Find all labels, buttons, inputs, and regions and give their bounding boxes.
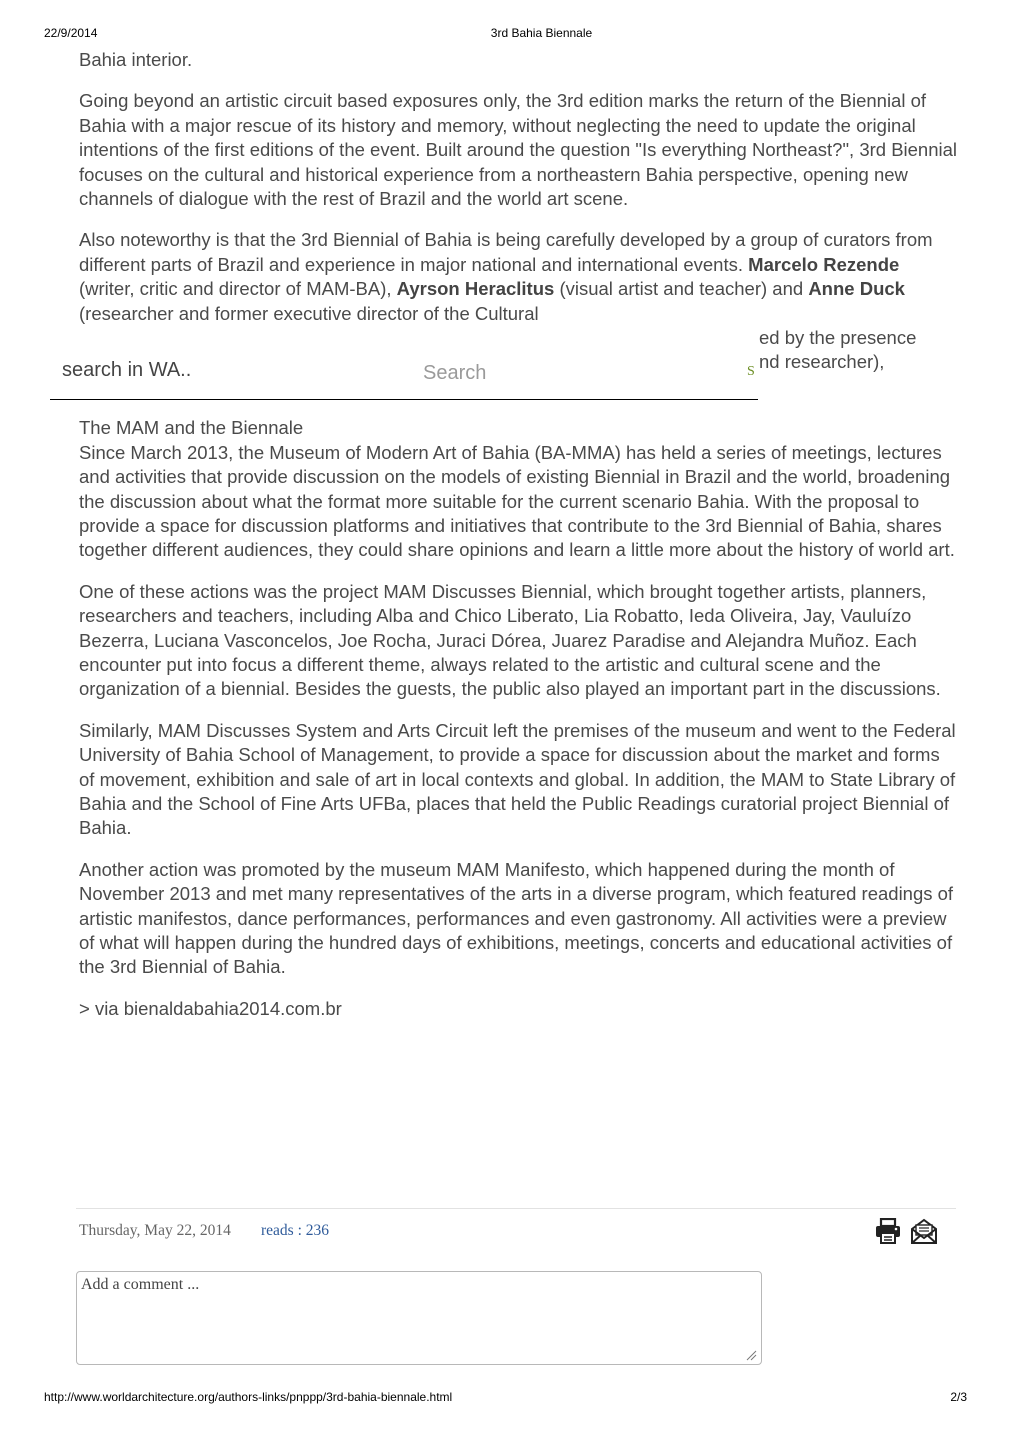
curator-name-2: Ayrson Heraclitus (396, 278, 555, 300)
curators-text-3: (visual artist and teacher) and (554, 278, 809, 300)
section-heading: The MAM and the Biennale (79, 417, 304, 439)
search-input[interactable] (420, 359, 743, 387)
printer-icon[interactable] (875, 1218, 901, 1244)
curators-text-6: nd researcher), (759, 351, 885, 373)
paragraph-mam (79, 416, 959, 562)
source-link[interactable]: > via bienaldabahia2014.com.br (79, 997, 342, 1019)
paragraph-manifesto: Another action was promoted by the museum MAM Manifesto, which happened during the month of November 2013 and met many representatives of the arts in a diverse program, which featured readings of artistic manifestos, dance performances, performances and even gastronomy. All activities were a preview of what will happen during the hundred days of exhibitions, meetings, concerts and educational activities of the 3rd Biennial of Bahia. (79, 858, 954, 978)
paragraph-mam-text: Since March 2013, the Museum of Modern Art of Bahia (BA-MMA) has held a series of meetings, lectures and activities that provide discussion on the models of existing Biennial in Brazil and the world, broadening the discussion about what the format more suitable for the current scenario Bahia. With the proposal to provide a space for discussion platforms and initiatives that contribute to the 3rd Biennial of Bahia, shares together different audiences, they could share opinions and learn a little more about the history of world art. (79, 441, 955, 561)
paragraph-intro-end: Bahia interior. (79, 49, 193, 70)
search-label: search in WA.. (62, 359, 192, 381)
print-footer (0, 1390, 1011, 1404)
curator-name-1: Marcelo Rezende (748, 253, 900, 275)
print-date: 22/9/2014 (44, 26, 98, 40)
email-icon[interactable] (911, 1218, 937, 1244)
curator-name-3: Anne Duck (808, 278, 905, 300)
curators-text-1: Also noteworthy is that the 3rd Biennial of Bahia is being carefully developed by a group of curators from different parts of Brazil and experience in major national and international events. (79, 229, 933, 275)
paragraph-discusses: One of these actions was the project MAM Discusses Biennial, which brought together artists, planners, researchers and teachers, including Alba and Chico Liberato, Lia Robatto, Ieda Oliveira, Jay, Vauluízo Bezerra, Luciana Vasconcelos, Joe Rocha, Juraci Dórea, Juarez Paradise and Alejandra Muñoz. Each encounter put into focus a different theme, always related to the artistic and cultural scene and the organization of a biennial. Besides the guests, the public also played an important part in the discussions. (79, 580, 941, 700)
page-number: 2/3 (950, 1390, 967, 1404)
read-count: reads : 236 (261, 1222, 330, 1239)
paragraph-edition: Going beyond an artistic circuit based exposures only, the 3rd edition marks the return of the Biennial of Bahia with a major rescue of its history and memory, without neglecting the need to update the original intentions of the first editions of the event. Built around the question "Is everything Northeast?", 3rd Biennial focuses on the cultural and historical experience from a northeastern Bahia perspective, opening new channels of dialogue with the rest of Brazil and the world art scene. (79, 90, 958, 210)
comment-textarea[interactable] (76, 1271, 762, 1365)
search-submit-button[interactable]: S (747, 364, 755, 379)
curators-text-5: ed by the presence (759, 327, 917, 349)
resize-handle-icon[interactable] (745, 1349, 757, 1361)
paragraph-system: Similarly, MAM Discusses System and Arts Circuit left the premises of the museum and went to the Federal University of Bahia School of Management, to provide a space for discussion about the market and forms of movement, exhibition and sale of art in local contexts and global. In addition, the MAM to State Library of Bahia and the School of Fine Arts UFBa, places that held the Public Readings curatorial project Biennial of Bahia. (79, 719, 956, 839)
post-date: Thursday, May 22, 2014 (79, 1222, 231, 1239)
curators-text-2: (writer, critic and director of MAM-BA), (79, 278, 397, 300)
search-bar (50, 350, 758, 400)
print-title: 3rd Bahia Biennale (490, 26, 593, 40)
curators-text-4: (researcher and former executive director of the Cultural (79, 302, 539, 324)
page-url: http://www.worldarchitecture.org/authors-links/pnppp/3rd-bahia-biennale.html (44, 1390, 453, 1404)
footer-divider (76, 1208, 956, 1209)
article-body (79, 48, 959, 1038)
print-header (0, 26, 1011, 40)
